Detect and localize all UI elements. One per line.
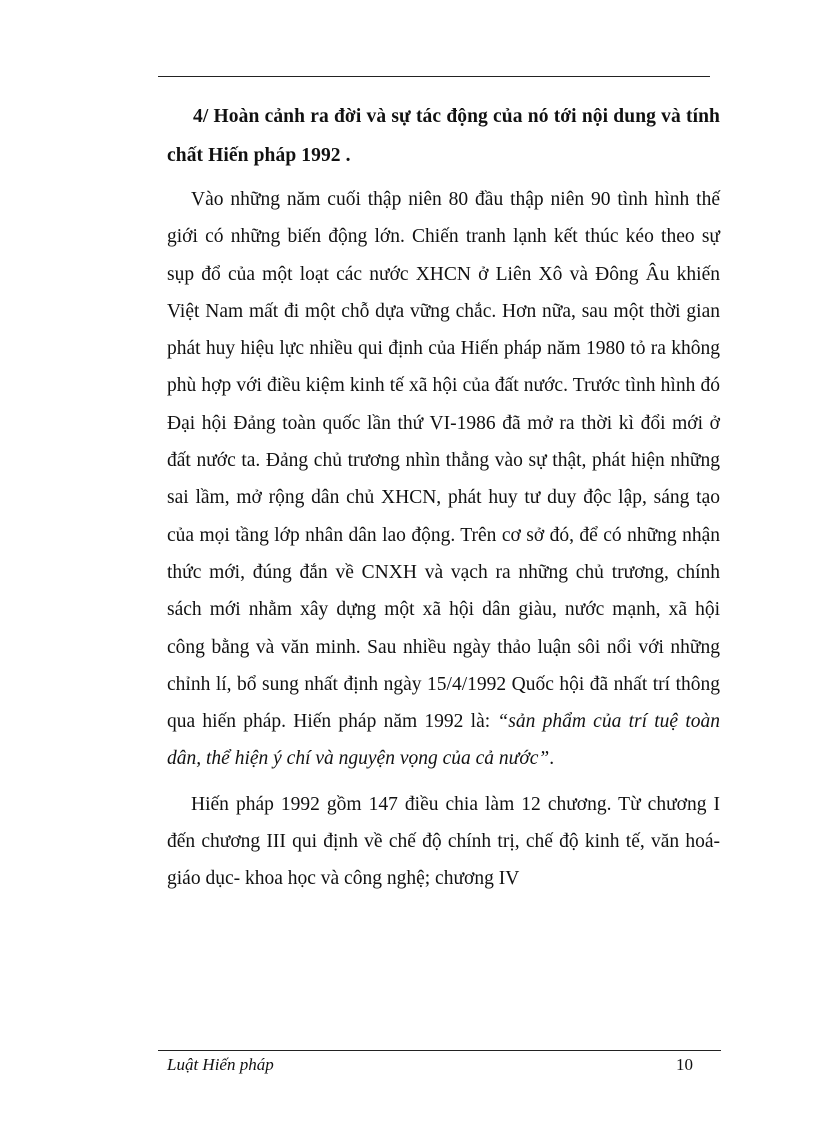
footer-divider xyxy=(158,1050,721,1051)
section-heading: 4/ Hoàn cảnh ra đời và sự tác động của nó tới nội dung và tính chất Hiến pháp 1992 . xyxy=(167,106,720,166)
document-body xyxy=(167,97,720,898)
paragraph-context-end: . xyxy=(549,748,555,770)
footer-title: Luật Hiến pháp xyxy=(167,1055,274,1074)
page-number: 10 xyxy=(676,1055,693,1074)
paragraph-structure: Hiến pháp 1992 gồm 147 điều chia làm 12 chương. Từ chương I đến chương III qui định về chế độ chính trị, chế độ kinh tế, văn hoá-giáo dục- khoa học và công nghệ; chương IV xyxy=(167,793,720,890)
header-divider xyxy=(158,76,710,77)
paragraph-context-text: Vào những năm cuối thập niên 80 đầu thập niên 90 tình hình thế giới có những biến động lớn. Chiến tranh lạnh kết thúc kéo theo sự sụp đổ của một loạt các nước XHCN ở Liên Xô và Đông Âu khiến Việt Nam mất đi một chỗ dựa vững chắc. Hơn nữa, sau một thời gian phát huy hiệu lực nhiều qui định của Hiến pháp năm 1980 tỏ ra không phù hợp với điều kiệm kinh tế xã hội của đất nước. Trước tình hình đó Đại hội Đảng toàn quốc lần thứ VI-1986 đã mở ra thời kì đổi mới ở đất nước ta. Đảng chủ trương nhìn thẳng vào sự thật, phát hiện những sai lầm, mở rộng dân chủ XHCN, phát huy tư duy độc lập, sáng tạo của mọi tầng lớp nhân dân lao động. Trên cơ sở đó, để có những nhận thức mới, đúng đắn về CNXH và vạch ra những chủ trương, chính sách mới nhằm xây dựng một xã hội dân giàu, nước mạnh, xã hội công bằng và văn minh. Sau nhiều ngày thảo luận sôi nổi với những chỉnh lí, bổ sung nhất định ngày 15/4/1992 Quốc hội đã nhất trí thông qua hiến pháp. Hiến pháp năm 1992 là: xyxy=(167,189,720,733)
paragraph-context xyxy=(167,181,720,778)
constitution-quote: “sản phẩm của trí tuệ toàn dân, thể hiện ý chí và nguyện vọng của cả nước” xyxy=(167,711,720,770)
